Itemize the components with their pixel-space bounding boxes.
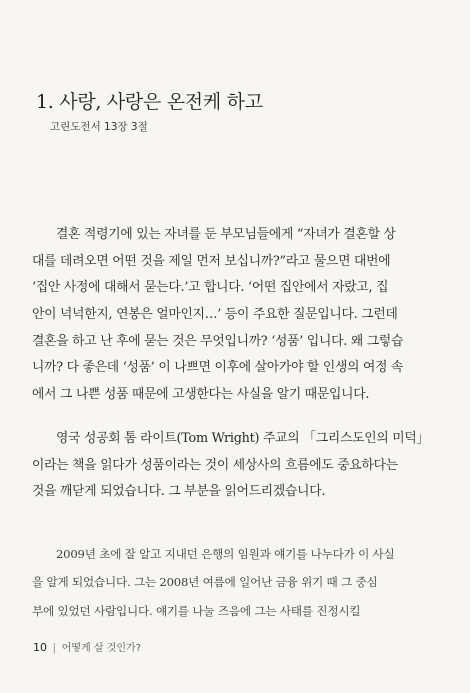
text-line: 부에 있었던 사람입니다. 얘기를 나눌 즈음에 그는 사태를 진정시킬 xyxy=(32,603,361,618)
page-number: 10 xyxy=(33,641,47,654)
text-line: 결혼을 하고 난 후에 묻는 것은 무엇입니까? ‘성품’ 입니다. 왜 그렇습 xyxy=(32,333,404,349)
paragraph-1 xyxy=(32,222,442,409)
paragraph-2 xyxy=(32,426,442,506)
text-line: 안이 넉넉한지, 연봉은 얼마인지…’ 등이 주요한 질문입니다. 그런데 xyxy=(32,307,398,323)
text-line: 을 알게 되었습니다. 그는 2008년 여름에 일어난 금융 위기 때 그 중심 xyxy=(32,575,378,590)
text-line: 2009년 초에 잘 알고 지내던 은행의 임원과 얘기를 나누다가 이 사실 xyxy=(56,547,395,561)
text-line: 것을 깨닫게 되었습니다. 그 부분을 읽어드리겠습니다. xyxy=(32,484,326,500)
text-line: 영국 성공회 톰 라이트(Tom Wright) 주교의 「그리스도인의 미덕」 xyxy=(56,431,430,446)
text-line: ‘집안 사정에 대해서 묻는다.’고 합니다. ‘어떤 집안에서 자랐고, 집 xyxy=(32,280,389,296)
footer-separator: | xyxy=(52,641,57,654)
text-line: 결혼 적령기에 있는 자녀를 둔 부모님들에게 “자녀가 결혼할 상 xyxy=(56,227,396,242)
text-line: 대를 데려오면 어떤 것을 제일 먼저 보십니까?”라고 물으면 대번에 xyxy=(32,253,391,269)
page-footer xyxy=(33,639,141,654)
chapter-title: 1. 사랑, 사랑은 온전케 하고 xyxy=(36,91,263,113)
text-line: 니까? 다 좋은데 ‘성품’ 이 나쁘면 이후에 살아가야 할 인생의 여정 속 xyxy=(32,360,404,376)
text-line: 이라는 책을 읽다가 성품이라는 것이 세상사의 흐름에도 중요하다는 xyxy=(32,457,398,473)
text-line: 에서 그 나쁜 성품 때문에 고생한다는 사실을 알기 때문입니다. xyxy=(32,387,370,403)
paragraph-3 xyxy=(32,540,442,625)
running-title: 어떻게 살 것인가? xyxy=(61,643,142,654)
chapter-subtitle: 고린도전서 13장 3절 xyxy=(50,121,148,133)
